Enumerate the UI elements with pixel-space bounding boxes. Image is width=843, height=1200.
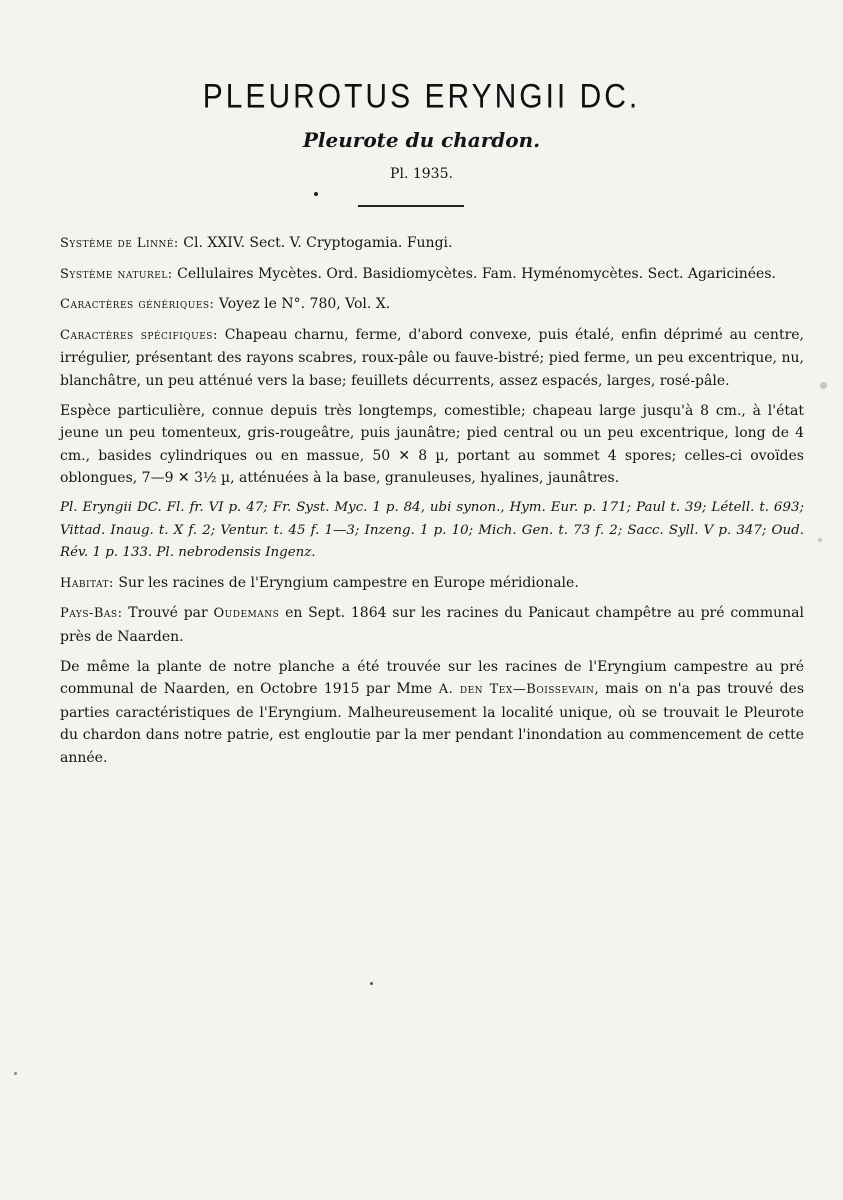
common-name-subtitle: Pleurote du chardon. bbox=[302, 128, 541, 152]
generiques-label: Caractères génériques: bbox=[60, 297, 215, 313]
habitat-paragraph bbox=[60, 572, 804, 596]
paper-speck bbox=[820, 382, 827, 389]
linne-text: Cl. XXIV. Sect. V. Cryptogamia. Fungi. bbox=[178, 235, 453, 251]
habitat-text: Sur les racines de l'Eryngium campestre en Europe méridionale. bbox=[113, 574, 579, 591]
specifiques-paragraph bbox=[60, 324, 804, 393]
paysbas-text-2: en Sept. 1864 sur les racines du Panicaut champêtre au pré communal près de Naarden. bbox=[60, 605, 804, 645]
paper-speck bbox=[818, 538, 822, 542]
paper-speck bbox=[370, 982, 373, 985]
title-rule bbox=[358, 205, 464, 207]
collector-name: Oudemans bbox=[213, 606, 280, 622]
species-title: PLEUROTUS ERYNGII DC. bbox=[202, 77, 641, 116]
paysbas-text-1: Trouvé par bbox=[122, 605, 214, 622]
ink-dot bbox=[314, 192, 318, 196]
references-paragraph: Pl. Eryngii DC. Fl. fr. VI p. 47; Fr. Syst. Myc. 1 p. 84, ubi synon., Hym. Eur. p. 171; Paul t. 39; Létell. t. 693; Vittad. Inaug. t. X f. 2; Ventur. t. 45 f. 1—3; Inzeng. 1 p. 10; Mich. Gen. t. 73 f. 2; Sacc. Syll. V p. 347; Oud. Rév. 1 p. 133. Pl. nebrodensis Ingenz. bbox=[60, 499, 804, 561]
generiques-paragraph bbox=[60, 293, 804, 317]
mme-abbrev: Mme bbox=[396, 681, 433, 698]
final-text-2: , mais on n'a pas trouvé des parties caractéristiques de l'Eryngium. Malheureusement la localité unique, où se trouvait le Pleurote du chardon dans notre patrie, est engloutie par la mer pendant l'inondation au commencement de cette année. bbox=[60, 681, 805, 766]
description-paragraph: Espèce particulière, connue depuis très longtemps, comestible; chapeau large jusqu'à 8 cm., à l'état jeune un peu tomenteux, gris-rougeâtre, puis jaunâtre; pied central ou un peu excentrique, long de 4 cm., basides cylindriques ou en massue, 50 ✕ 8 µ, portant au sommet 4 spores; celles-ci ovoïdes oblongues, 7—9 ✕ 3½ µ, atténuées à la base, granuleuses, hyalines, jaunâtres. bbox=[60, 402, 804, 487]
finder-name: A. den Tex—Boissevain bbox=[432, 682, 595, 698]
paper-speck bbox=[14, 1072, 17, 1075]
plate-number: Pl. 1935. bbox=[390, 166, 453, 182]
linne-paragraph bbox=[60, 232, 804, 256]
document-body bbox=[60, 232, 804, 776]
generiques-text: Voyez le N°. 780, Vol. X. bbox=[214, 296, 391, 313]
final-paragraph bbox=[60, 656, 804, 770]
habitat-label: Habitat: bbox=[60, 575, 114, 591]
paysbas-paragraph bbox=[60, 602, 804, 648]
naturel-text: Cellulaires Mycètes. Ord. Basidiomycètes. Fam. Hyménomycètes. Sect. Agaricinées. bbox=[172, 265, 776, 282]
specifiques-label: Caractères spécifiques: bbox=[60, 327, 218, 343]
final-text-1: De même la plante de notre planche a été trouvée sur les racines de l'Eryngium campestre au pré communal de Naarden, en Octobre 1915 par bbox=[60, 658, 804, 698]
paysbas-label: Pays-Bas: bbox=[60, 606, 123, 622]
specifiques-text: Chapeau charnu, ferme, d'abord convexe, puis étalé, enfin déprimé au centre, irrégulier, présentant des rayons scabres, roux-pâle ou fauve-bistré; pied ferme, un peu excentrique, nu, blanchâtre, un peu atténué vers la base; feuillets décurrents, assez espacés, larges, rosé-pâle. bbox=[60, 326, 804, 389]
linne-label: Système de Linné: bbox=[60, 236, 179, 251]
naturel-label: Système naturel: bbox=[60, 266, 173, 282]
naturel-paragraph bbox=[60, 263, 804, 287]
